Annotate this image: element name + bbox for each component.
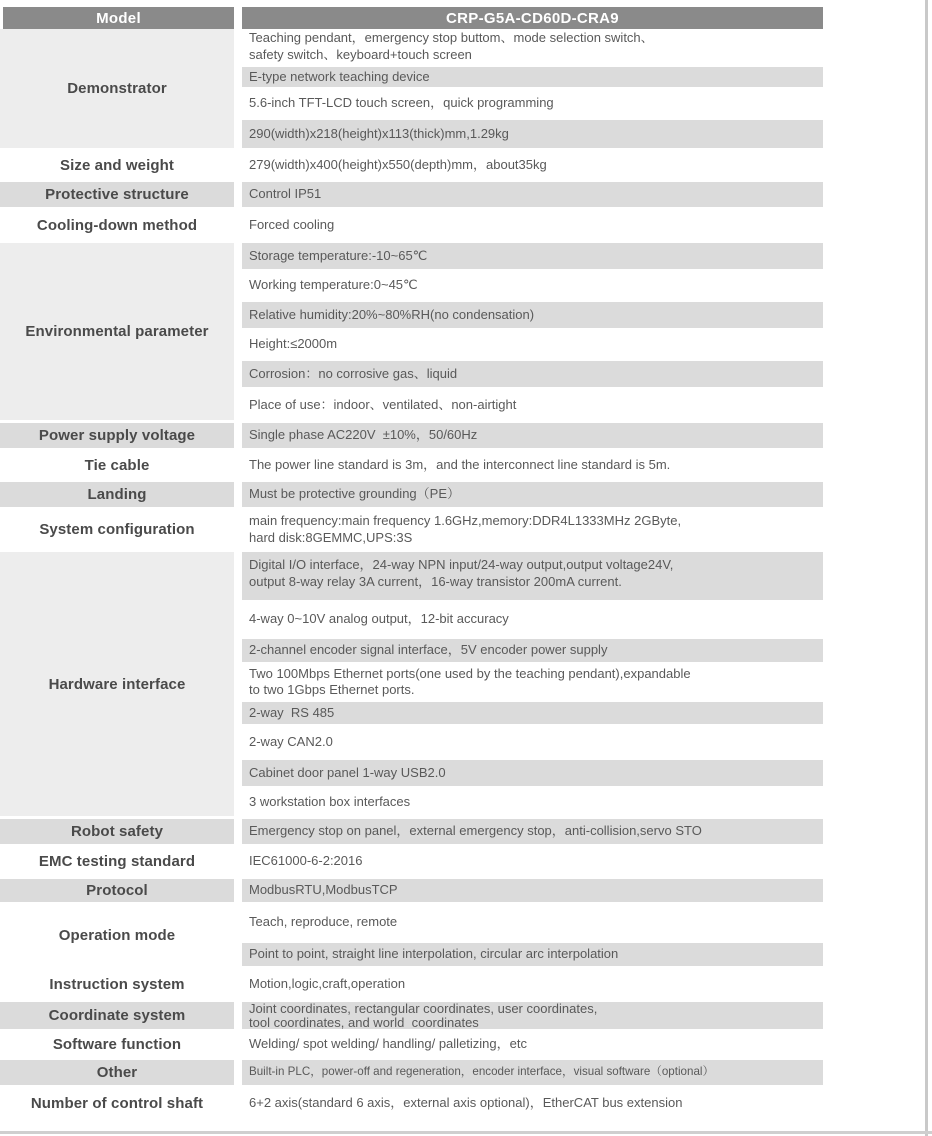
section-row — [0, 182, 823, 210]
value-line: output 8-way relay 3A current，16-way transistor 200mA current. — [249, 573, 622, 589]
section-values — [242, 552, 823, 819]
section-row — [0, 552, 823, 819]
spec-value-row — [242, 510, 823, 552]
section-row — [0, 510, 823, 552]
value-line: Teaching pendant，emergency stop buttom、mode selection switch、 — [249, 30, 654, 45]
section-row — [0, 1002, 823, 1032]
header-model-value: CRP-G5A-CD60D-CRA9 — [242, 7, 823, 29]
value-line: Forced cooling — [249, 216, 335, 232]
value-line: to two 1Gbps Ethernet ports. — [249, 682, 415, 697]
spec-value-row — [242, 639, 823, 665]
right-border-rule — [925, 0, 928, 1136]
spec-value-row — [242, 67, 823, 90]
section-row — [0, 482, 823, 510]
spec-value-row — [242, 120, 823, 151]
spec-value-row — [242, 331, 823, 361]
spec-value-row — [242, 423, 823, 451]
value-line: tool coordinates, and world coordinates — [249, 1014, 479, 1030]
section-label: Protocol — [0, 879, 234, 905]
section-values — [242, 482, 823, 510]
spec-value-row — [242, 390, 823, 423]
spec-value-row — [242, 603, 823, 639]
section-row — [0, 151, 823, 182]
section-label: Coordinate system — [0, 1002, 234, 1032]
section-row — [0, 819, 823, 847]
section-values — [242, 510, 823, 552]
value-line: 5.6-inch TFT-LCD touch screen，quick programming — [249, 95, 554, 111]
value-line: hard disk:8GEMMC,UPS:3S — [249, 529, 413, 545]
spec-value-row — [242, 665, 823, 702]
value-line: 4-way 0~10V analog output，12-bit accuracy — [249, 611, 509, 627]
section-values — [242, 29, 823, 151]
value-line: 3 workstation box interfaces — [249, 794, 411, 810]
spec-value-row — [242, 210, 823, 243]
table-header-row — [0, 7, 823, 29]
value-line: Built-in PLC，power-off and regeneration，encoder interface，visual software（optional） — [249, 1065, 715, 1079]
section-row — [0, 847, 823, 879]
value-line: 290(width)x218(height)x113(thick)mm,1.29kg — [249, 125, 509, 141]
spec-value-row — [242, 451, 823, 482]
section-label: Demonstrator — [0, 29, 234, 151]
value-line: Relative humidity:20%~80%RH(no condensation) — [249, 306, 535, 322]
spec-value-row — [242, 361, 823, 390]
section-label: Size and weight — [0, 151, 234, 182]
section-row — [0, 1032, 823, 1060]
section-row — [0, 243, 823, 423]
value-line: 2-channel encoder signal interface，5V encoder power supply — [249, 642, 608, 658]
section-label: Software function — [0, 1032, 234, 1060]
value-line: Digital I/O interface，24-way NPN input/24-way output,output voltage24V, — [249, 557, 674, 572]
value-line: Joint coordinates, rectangular coordinates, user coordinates, — [249, 1001, 598, 1016]
section-label: EMC testing standard — [0, 847, 234, 879]
section-values — [242, 905, 823, 969]
spec-value-row — [242, 90, 823, 120]
header-model-label: Model — [3, 7, 234, 29]
spec-value-row — [242, 272, 823, 302]
spec-value-row — [242, 482, 823, 510]
section-label: Power supply voltage — [0, 423, 234, 451]
value-line: Working temperature:0~45℃ — [249, 277, 418, 293]
section-row — [0, 451, 823, 482]
spec-value-row — [242, 847, 823, 879]
section-row — [0, 879, 823, 905]
value-line: E-type network teaching device — [249, 68, 430, 84]
section-values — [242, 1032, 823, 1060]
section-label: Hardware interface — [0, 552, 234, 819]
section-row — [0, 423, 823, 451]
section-values — [242, 210, 823, 243]
value-line: Emergency stop on panel，external emergency stop，anti-collision,servo STO — [249, 823, 702, 839]
spec-value-row — [242, 243, 823, 272]
spec-value-row — [242, 819, 823, 847]
spec-value-row — [242, 702, 823, 727]
section-values — [242, 1088, 823, 1122]
spec-value-row — [242, 879, 823, 905]
section-row — [0, 1060, 823, 1088]
value-line: safety switch、keyboard+touch screen — [249, 46, 472, 62]
spec-value-row — [242, 1088, 823, 1122]
spec-value-row — [242, 760, 823, 789]
section-label: Number of control shaft — [0, 1088, 234, 1122]
value-line: 2-way RS 485 — [249, 704, 335, 720]
value-line: 6+2 axis(standard 6 axis，external axis optional)，EtherCAT bus extension — [249, 1095, 683, 1111]
value-line: IEC61000-6-2:2016 — [249, 853, 363, 869]
section-label: Tie cable — [0, 451, 234, 482]
spec-value-row — [242, 182, 823, 210]
section-values — [242, 1002, 823, 1032]
value-line: Teach, reproduce, remote — [249, 914, 398, 930]
section-label: Environmental parameter — [0, 243, 234, 423]
section-values — [242, 182, 823, 210]
value-line: Storage temperature:-10~65℃ — [249, 247, 428, 263]
spec-value-row — [242, 1032, 823, 1060]
spec-value-row — [242, 969, 823, 1002]
value-line: Must be protective grounding（PE） — [249, 486, 460, 502]
section-row — [0, 210, 823, 243]
section-values — [242, 451, 823, 482]
section-values — [242, 847, 823, 879]
value-line: Height:≤2000m — [249, 336, 338, 352]
section-row — [0, 905, 823, 969]
spec-value-row — [242, 1002, 823, 1032]
value-line: Two 100Mbps Ethernet ports(one used by the teaching pendant),expandable — [249, 665, 691, 681]
value-line: Cabinet door panel 1-way USB2.0 — [249, 764, 446, 780]
spec-value-row — [242, 29, 823, 67]
spec-value-row — [242, 1060, 823, 1088]
value-line: Place of use：indoor、ventilated、non-airtight — [249, 396, 517, 412]
value-line: Point to point, straight line interpolation, circular arc interpolation — [249, 946, 619, 962]
section-values — [242, 151, 823, 182]
spec-value-row — [242, 943, 823, 969]
section-values — [242, 879, 823, 905]
section-row — [0, 1088, 823, 1122]
spec-value-row — [242, 727, 823, 760]
spec-value-row — [242, 151, 823, 182]
section-values — [242, 243, 823, 423]
spec-table — [0, 7, 823, 1122]
value-line: Single phase AC220V ±10%，50/60Hz — [249, 427, 478, 443]
section-label: System configuration — [0, 510, 234, 552]
spec-value-row — [242, 905, 823, 943]
spec-sections — [0, 29, 823, 1122]
section-label: Cooling-down method — [0, 210, 234, 243]
value-line: 279(width)x400(height)x550(depth)mm，about35kg — [249, 156, 547, 172]
bottom-border-rule — [0, 1131, 932, 1134]
spec-value-row — [242, 552, 823, 603]
section-values — [242, 969, 823, 1002]
section-label: Protective structure — [0, 182, 234, 210]
section-label: Landing — [0, 482, 234, 510]
section-label: Robot safety — [0, 819, 234, 847]
value-line: Control IP51 — [249, 186, 322, 202]
value-line: ModbusRTU,ModbusTCP — [249, 882, 398, 898]
value-line: main frequency:main frequency 1.6GHz,memory:DDR4L1333MHz 2GByte, — [249, 513, 682, 528]
value-line: Motion,logic,craft,operation — [249, 975, 406, 991]
section-values — [242, 819, 823, 847]
section-row — [0, 29, 823, 151]
section-row — [0, 969, 823, 1002]
value-line: The power line standard is 3m，and the interconnect line standard is 5m. — [249, 456, 671, 472]
section-label: Other — [0, 1060, 234, 1088]
section-values — [242, 1060, 823, 1088]
section-values — [242, 423, 823, 451]
spec-value-row — [242, 302, 823, 331]
value-line: Welding/ spot welding/ handling/ palletizing，etc — [249, 1036, 527, 1052]
value-line: Corrosion：no corrosive gas、liquid — [249, 365, 458, 381]
section-label: Operation mode — [0, 905, 234, 969]
value-line: 2-way CAN2.0 — [249, 733, 333, 749]
spec-value-row — [242, 789, 823, 819]
section-label: Instruction system — [0, 969, 234, 1002]
